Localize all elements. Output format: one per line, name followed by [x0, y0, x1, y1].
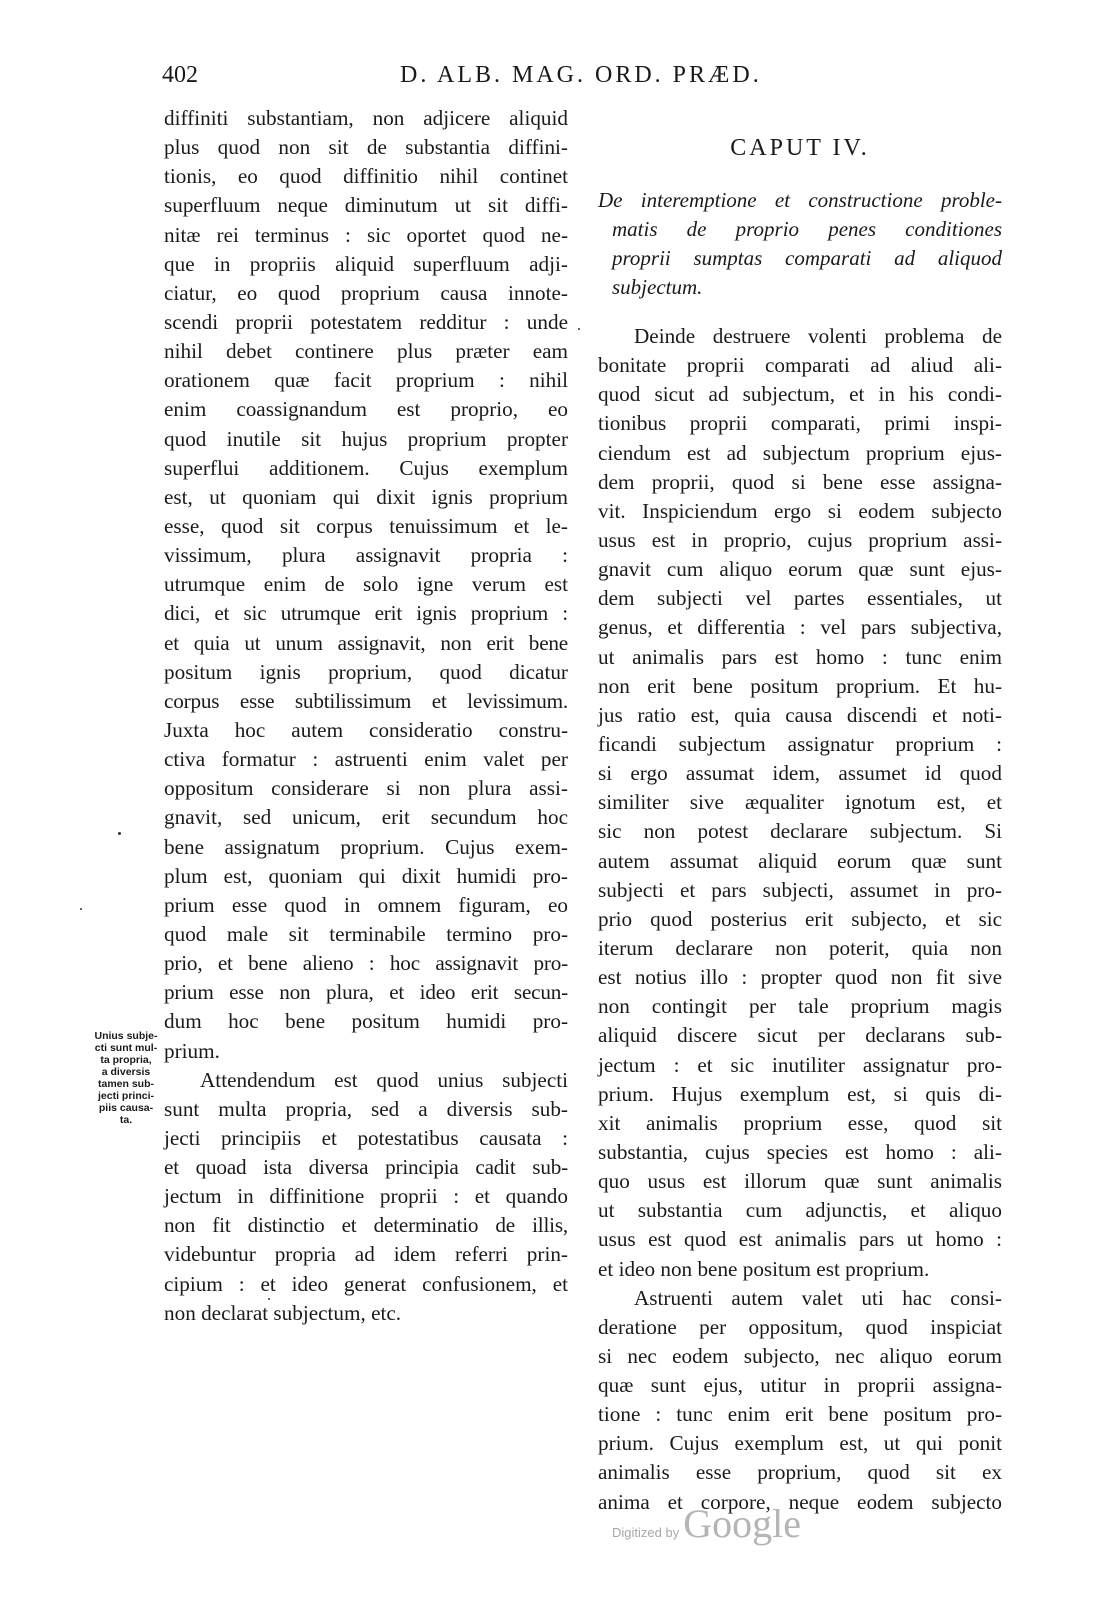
text-line: non contingit per tale proprium magis: [598, 994, 1002, 1019]
text-line: dem proprii, quod si bene esse assigna-: [598, 469, 1002, 494]
text-line: tione : tunc enim erit bene positum pro-: [598, 1402, 1002, 1427]
text-line: prio quod posterius erit subjecto, et sic: [598, 906, 1002, 931]
subtitle-line: matis de proprio penes conditiones: [612, 217, 1002, 241]
text-line: animalis esse proprium, quod sit ex: [598, 1460, 1002, 1485]
text-line: non declarat subjectum, etc.: [164, 1300, 402, 1325]
text-line: jus ratio est, quia causa discendi et noti-: [598, 702, 1002, 727]
google-logo: Google: [683, 1501, 801, 1546]
text-line: prium esse quod in omnem figuram, eo: [164, 892, 568, 917]
text-line: positum ignis proprium, quod dicatur: [164, 659, 568, 684]
text-line: vissimum, plura assignavit propria :: [164, 543, 568, 568]
text-line: iterum declarare non poterit, quia non: [598, 935, 1002, 960]
marginal-note: [78, 1030, 174, 1126]
text-line: quod sicut ad subjectum, et in his condi-: [598, 382, 1002, 407]
text-line: Juxta hoc autem consideratio constru-: [164, 717, 568, 742]
text-line: sunt multa propria, sed a diversis sub-: [164, 1096, 568, 1121]
text-line: gnavit, sed unicum, erit secundum hoc: [164, 805, 568, 830]
scan-speck: [578, 328, 580, 330]
text-line: ciatur, eo quod proprium causa innote-: [164, 280, 568, 305]
text-line: deratione per oppositum, quod inspiciat: [598, 1314, 1002, 1339]
note-line: tamen sub-: [97, 1078, 154, 1090]
note-line: jecti princi-: [97, 1090, 154, 1102]
left-paragraph-1: [164, 104, 568, 1066]
text-line: xit animalis proprium esse, quod sit: [598, 1110, 1002, 1135]
note-line: ta propria,: [100, 1054, 152, 1066]
chapter-title: CAPUT IV.: [730, 135, 870, 161]
text-line: orationem quæ facit proprium : nihil: [164, 368, 568, 393]
text-line: scendi proprii potestatem redditur : unde: [164, 309, 568, 334]
text-line: prium.: [164, 1038, 220, 1063]
page-header: [0, 62, 1098, 96]
text-line: similiter sive æqualiter ignotum est, et: [598, 790, 1002, 815]
subtitle-line: proprii sumptas comparati ad aliquod: [612, 246, 1002, 270]
text-line: vit. Inspiciendum ergo si eodem subjecto: [598, 498, 1002, 523]
running-head: D. ALB. MAG. ORD. PRÆD.: [400, 62, 762, 88]
subtitle-line: De interemptione et constructione proble-: [598, 188, 1002, 212]
text-line: bene assignatum proprium. Cujus exem-: [164, 834, 568, 859]
text-line: videbuntur propria ad idem referri prin-: [164, 1242, 568, 1267]
text-line: quod male sit terminabile termino pro-: [164, 921, 568, 946]
text-line: diffiniti substantiam, non adjicere aliquid: [164, 106, 568, 130]
text-line: substantia, cujus species est homo : ali-: [598, 1139, 1002, 1164]
right-paragraph-2: [598, 1284, 1002, 1517]
text-line: si ergo assumat idem, assumet id quod: [598, 761, 1002, 786]
text-line: Astruenti autem valet uti hac consi-: [634, 1285, 1002, 1310]
text-line: quæ sunt ejus, utitur in proprii assigna-: [598, 1373, 1002, 1398]
text-line: genus, et differentia : vel pars subjectiva,: [598, 615, 1002, 640]
text-line: usus est quod est animalis pars ut homo :: [598, 1227, 1002, 1252]
digitization-watermark: [612, 1500, 801, 1546]
text-line: ciendum est ad subjectum proprium ejus-: [598, 440, 1002, 465]
text-line: bonitate proprii comparati ad aliud ali-: [598, 353, 1002, 378]
page-number: 402: [162, 62, 198, 88]
text-line: quod inutile sit hujus proprium propter: [164, 426, 568, 451]
text-line: jecti principiis et potestatibus causata :: [164, 1125, 568, 1150]
text-line: enim coassignandum est proprio, eo: [164, 397, 568, 422]
scan-speck: [118, 832, 121, 835]
text-line: non erit bene positum proprium. Et hu-: [598, 673, 1002, 698]
text-line: dici, et sic utrumque erit ignis proprium :: [164, 601, 568, 626]
text-line: quo usus est illorum quæ sunt animalis: [598, 1169, 1002, 1194]
text-line: tionibus proprii comparati, primi inspi-: [598, 411, 1002, 436]
text-line: ut animalis pars est homo : tunc enim: [598, 644, 1002, 669]
scan-speck: [80, 908, 82, 910]
text-line: jectum : et sic inutiliter assignatur pro-: [598, 1052, 1002, 1077]
left-paragraph-2: [164, 1066, 568, 1328]
text-line: nitæ rei terminus : sic oportet quod ne-: [164, 222, 568, 247]
text-line: anima et corpore, neque eodem subjecto: [598, 1489, 1002, 1514]
text-line: dum hoc bene positum humidi pro-: [164, 1009, 568, 1034]
text-line: non fit distinctio et determinatio de illis,: [164, 1213, 568, 1238]
text-line: utrumque enim de solo igne verum est: [164, 572, 568, 597]
note-line: ta.: [119, 1114, 133, 1126]
text-line: tionis, eo quod diffinitio nihil continet: [164, 164, 568, 189]
text-line: et quoad ista diversa principia cadit sub-: [164, 1155, 568, 1180]
note-line: a diversis: [101, 1066, 151, 1078]
scan-speck: [268, 1298, 270, 1300]
text-line: prium. Cujus exemplum est, ut qui ponit: [598, 1431, 1002, 1456]
text-line: que in propriis aliquid superfluum adji-: [164, 251, 568, 276]
text-line: plus quod non sit de substantia diffini-: [164, 135, 568, 160]
text-line: gnavit cum aliquo eorum quæ sunt ejus-: [598, 557, 1002, 582]
text-line: prium. Hujus exemplum est, si quis di-: [598, 1081, 1002, 1106]
left-column: [164, 104, 568, 1328]
text-line: subjecti et pars subjecti, assumet in pro-: [598, 877, 1002, 902]
text-line: dem subjecti vel partes essentiales, ut: [598, 586, 1002, 611]
text-line: esse, quod sit corpus tenuissimum et le-: [164, 513, 568, 538]
text-line: est, ut quoniam qui dixit ignis proprium: [164, 484, 568, 509]
note-line: cti sunt mul-: [94, 1042, 158, 1054]
note-line: piis causa-: [98, 1102, 154, 1114]
right-paragraph-1: [598, 322, 1002, 1284]
text-line: ut substantia cum adjunctis, et aliquo: [598, 1198, 1002, 1223]
right-column: [598, 104, 1002, 1517]
text-line: nihil debet continere plus præter eam: [164, 339, 568, 364]
text-line: sic non potest declarare subjectum. Si: [598, 819, 1002, 844]
text-line: prium esse non plura, et ideo erit secun-: [164, 980, 568, 1005]
text-line: ficandi subjectum assignatur proprium :: [598, 731, 1002, 756]
text-line: et ideo non bene positum est proprium.: [598, 1256, 930, 1281]
text-line: oppositum considerare si non plura assi-: [164, 776, 568, 801]
note-line: Unius subje-: [94, 1030, 158, 1042]
text-line: jectum in diffinitione proprii : et quando: [164, 1184, 568, 1209]
text-line: Attendendum est quod unius subjecti: [200, 1067, 568, 1092]
text-line: plum est, quoniam qui dixit humidi pro-: [164, 863, 568, 888]
digitized-by-label: Digitized by: [612, 1525, 680, 1540]
text-line: corpus esse subtilissimum et levissimum.: [164, 688, 568, 713]
text-line: si nec eodem subjecto, nec aliquo eorum: [598, 1343, 1002, 1368]
text-line: cipium : et ideo generat confusionem, et: [164, 1271, 568, 1296]
text-line: aliquid discere sicut per declarans sub-: [598, 1023, 1002, 1048]
text-line: superfluum neque diminutum ut sit diffi-: [164, 193, 568, 218]
text-line: ctiva formatur : astruenti enim valet per: [164, 747, 568, 772]
text-line: est notius illo : propter quod non fit sive: [598, 965, 1002, 990]
text-line: Deinde destruere volenti problema de: [634, 324, 1002, 348]
text-line: superflui additionem. Cujus exemplum: [164, 455, 568, 480]
text-line: usus est in proprio, cujus proprium assi-: [598, 527, 1002, 552]
subtitle-line: subjectum.: [612, 275, 703, 299]
chapter-subtitle: [598, 186, 1002, 302]
text-line: et quia ut unum assignavit, non erit bene: [164, 630, 568, 655]
text-line: autem assumat aliquid eorum quæ sunt: [598, 848, 1002, 873]
text-line: prio, et bene alieno : hoc assignavit pro-: [164, 951, 568, 976]
